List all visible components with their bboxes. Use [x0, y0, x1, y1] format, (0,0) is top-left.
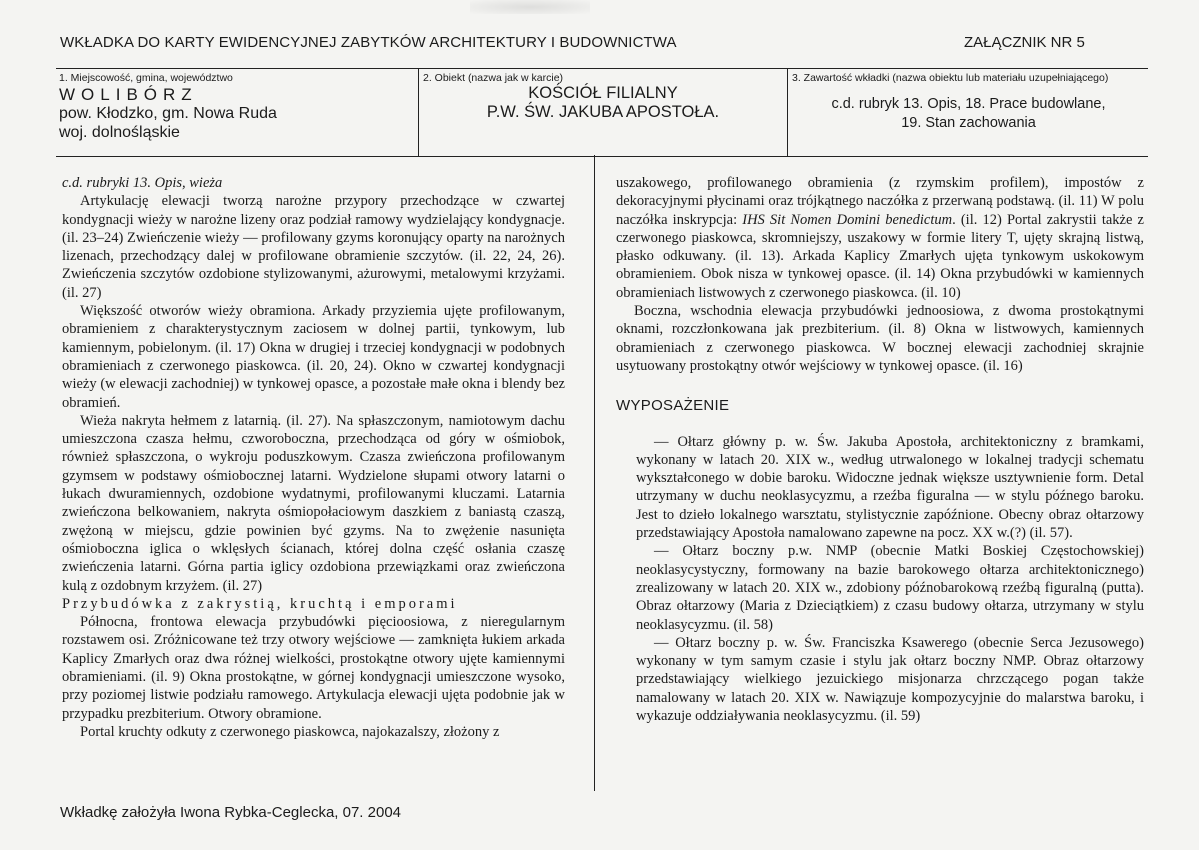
section-heading: Przybudówka z zakrystią, kruchtą i emporami [62, 595, 458, 612]
paragraph: Portal kruchty odkuty z czerwonego piaskowca, najokazalszy, złożony z [80, 723, 500, 740]
object-name-line1: KOŚCIÓŁ FILIALNY [528, 84, 678, 102]
paragraph: Boczna, wschodnia elewacja przybudówki jednoosiowa, z dwoma prostokątnymi oknami, rozczłonkowana jak prezbiterium. (il. 8) Okna w listwowych, kamiennych obramieniach z czerwonego piaskowca. W bocznej elewacji zachodniej skrajnie usytuowany prostokątny otwór wejściowy w tynkowej opasce. (il. 16) [616, 303, 1144, 374]
paragraph: Artykulację elewacji tworzą narożne przypory przechodzące w czwartej kondygnacji wieży w narożne lizeny oraz podział ramowy wydzielający kondygnacje. (il. 23–24) Zwieńczenie wieży — profilowany gzyms koronujący oparty na narożnych lizenach, przechodzący dalej w profilowane obramienie szczytów. (il. 22, 24, 26). Zwieńczenia szczytów ozdobione stylizowanymi, ażurowymi, metalowymi krzyżami. (il. 27) [62, 193, 565, 301]
author-footer: Wkładkę założyła Iwona Rybka-Ceglecka, 07. 2004 [60, 804, 402, 821]
object-cell [418, 69, 787, 156]
place-name: WOLIBÓRZ [59, 85, 198, 104]
contents-line1: c.d. rubryk 13. Opis, 18. Prace budowlane, [831, 96, 1106, 112]
contents-line2: 19. Stan zachowania [901, 115, 1036, 131]
paragraph: Wieża nakryta hełmem z latarnią. (il. 27). Na spłaszczonym, namiotowym dachu umieszczona czasza hełmu, czworoboczna, przechodząca od góry w ośmiobok, również spłaszczona, o wykroju poduszkowym. Czasza zwieńczona profilowanym gzymsem w podstawy ośmiobocznej latarni. Wydzielone słupami otwory latarni o łukach dwuramiennych, ozdobione wydatnymi, profilowanymi kluczami. Latarnia zwieńczona belkowaniem, nakryta ośmiopołaciowym daszkiem z baniastą czaszą, zwężoną w miejscu, gdzie powinien być gzyms. Na to zwężenie nasunięta ośmioboczna iglica o wklęsłych ścianach, której dolna część osłania czaszę zwieńczenia latarni. Górna partia iglicy ozdobiona przewiązkami oraz zwieńczona kulą z ozdobnym krzyżem. (il. 27) [62, 412, 565, 594]
voivodeship-line: woj. dolnośląskie [59, 124, 180, 141]
form-title: WKŁADKA DO KARTY EWIDENCYJNEJ ZABYTKÓW ARCHITEKTURY I BUDOWNICTWA [60, 34, 677, 51]
object-name-line2: P.W. ŚW. JAKUBA APOSTOŁA. [486, 103, 720, 121]
paper-stain [470, 0, 590, 14]
right-column [616, 174, 1144, 725]
subheading: c.d. rubryki 13. Opis, wieża [62, 175, 223, 191]
column-divider [594, 155, 595, 791]
list-item: — Ołtarz boczny p.w. NMP (obecnie Matki Boskiej Częstochowskiej) neoklasycystyczny, formowany na bazie barokowego ołtarza architektonicznego) zrealizowany w latach 20. XIX w., zdobiony późnobarokową rzeźbą figuralną (putta). Obraz ołtarzowy (Maria z Dzieciątkiem) z czasu budowy ołtarza, utrzymany w stylu neoklasycyzmu. (il. 58) [636, 543, 1144, 633]
left-column [62, 174, 565, 741]
paragraph-text: . (il. 12) Portal zakrystii także z czerwonego piaskowca, skromniejszy, uszakowy w formie litery T, ujęty skrajną listwą, płasko odkuwany. (il. 13). Arkada Kaplicy Zmarłych ujęta tynkowym uskokowym obramieniem. Obok nisza w tynkowej opasce. (il. 14) Okna przybudówki w kamiennych obramieniach listwowych z czerwonego piaskowca. (il. 10) [616, 211, 1144, 301]
paragraph: Północna, frontowa elewacja przybudówki pięcioosiowa, z nieregularnym rozstawem osi. Zróżnicowane też trzy otwory wejściowe — zamknięta łukiem arkada Kaplicy Zmarłych oraz dwa różnej wielkości, prostokątne otwory ujęte kamiennymi obramieniami. (il. 9) Okna prostokątne, w górnej kondygnacji umieszczone wysoko, przy poziomej listwie podziału ramowego. Artykulacja elewacji ujęta podobnie jak w przypadku prezbiterium. Otwory obramione. [62, 614, 565, 722]
location-cell [56, 69, 417, 156]
info-box [56, 68, 1148, 157]
paragraph-text: uszakowego, profilowanego obramienia (z rzymskim profilem), impostów z dekoracyjnymi płycinami oraz trójkątnego naczółka z przerwaną podstawą. (il. 11) W polu naczółka inskrypcja: [616, 175, 1144, 228]
contents-cell [787, 69, 1149, 156]
paragraph: Większość otworów wieży obramiona. Arkady przyziemia ujęte profilowanym, obramieniem z charakterystycznym zaciosem w dolnej partii, tynkowym, lub kamiennym, pobielonym. (il. 17) Okna w drugiej i trzeciej kondygnacji w podobnych obramieniach z czerwonego piaskowca. (il. 20, 24). Okno w czwartej kondygnacji wieży (w elewacji zachodniej) w tynkowej opasce, a pozostałe małe okna i blendy bez obramień. [62, 303, 565, 411]
list-item: — Ołtarz boczny p. w. Św. Franciszka Ksawerego (obecnie Serca Jezusowego) wykonany w tym samym czasie i stylu jak ołtarz boczny NMP. Obraz ołtarzowy przedstawiający wielkiego jezuickiego misjonarza chrzczącego pogan także namalowany w latach 20. XIX w. Nawiązuje kompozycyjnie do malarstwa baroku, i wykazuje oddziaływania neoklasycyzmu. (il. 59) [636, 634, 1144, 725]
location-caption: 1. Miejscowość, gmina, województwo [59, 72, 233, 84]
paragraph [616, 174, 1144, 302]
section-heading-equipment: WYPOSAŻENIE [616, 397, 730, 415]
annex-label: ZAŁĄCZNIK NR 5 [964, 34, 1085, 51]
object-caption: 2. Obiekt (nazwa jak w karcie) [423, 72, 564, 84]
inscription: IHS Sit Nomen Domini benedictum [742, 211, 953, 228]
list-item: — Ołtarz główny p. w. Św. Jakuba Apostoła, architektoniczny z bramkami, wykonany w latach 20. XIX w., według utrwalonego w lokalnej tradycji schematu wykształconego w dobie baroku. Widoczne jednak większe usztywnienie form. Detal utrzymany w duchu neoklasycyzmu, a rzeźba figuralna — w stylu późnego baroku. Jest to dzieło lokalnego warsztatu, stylistycznie zapóźnione. Obecny obraz ołtarzowy przedstawiający Apostoła namalowano zapewne na pocz. XX w.(?) (il. 57). [636, 433, 1144, 542]
contents-caption: 3. Zawartość wkładki (nazwa obiektu lub materiału uzupełniającego) [792, 72, 1109, 84]
county-line: pow. Kłodzko, gm. Nowa Ruda [59, 105, 277, 122]
